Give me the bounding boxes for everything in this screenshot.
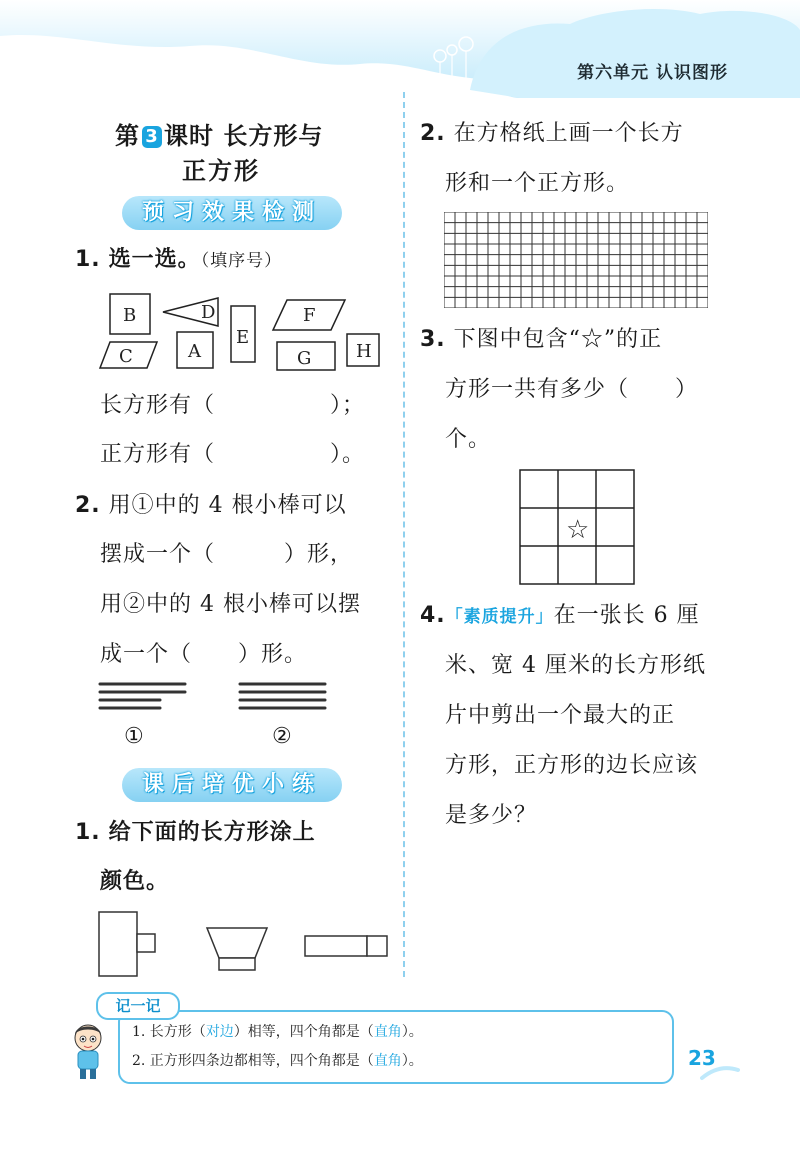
right-question-2 bbox=[420, 116, 684, 147]
sticks-label-2: ② bbox=[272, 724, 293, 749]
lesson-title bbox=[115, 116, 323, 151]
label-b: B bbox=[123, 305, 137, 326]
sticks-figure bbox=[95, 678, 345, 718]
right-question-4 bbox=[420, 598, 700, 629]
sticks-label-1: ① bbox=[124, 724, 145, 749]
question-line: 摆成一个（ ）形， bbox=[100, 542, 354, 567]
question-line: 下图中包含“☆”的正 bbox=[453, 327, 663, 352]
question-note: （填序号） bbox=[200, 251, 283, 271]
question-line: 成一个（ ）形。 bbox=[100, 642, 308, 667]
question-number: 2. bbox=[75, 493, 101, 518]
question-line: 方形一共有多少（ ） bbox=[445, 377, 699, 402]
right-question-3 bbox=[420, 322, 662, 353]
quality-tag: 「素质提升」 bbox=[445, 607, 554, 627]
mascot-illustration bbox=[66, 1022, 112, 1082]
question-line: 方形，正方形的边长应该 bbox=[445, 753, 699, 778]
question-line: 米、宽 4 厘米的长方形纸 bbox=[445, 653, 706, 678]
question-number: 4. bbox=[420, 603, 446, 628]
grid-paper bbox=[444, 212, 708, 308]
memo-answer: 直角 bbox=[373, 1053, 402, 1069]
lesson-prefix: 第 bbox=[115, 122, 140, 150]
memo-answer: 对边 bbox=[205, 1024, 234, 1040]
column-divider bbox=[403, 92, 405, 977]
shapes-figure bbox=[95, 288, 395, 378]
label-h: H bbox=[356, 341, 372, 362]
left-question-1 bbox=[75, 242, 282, 273]
question-line: 用①中的 4 根小棒可以 bbox=[108, 493, 347, 518]
page-number-swoosh bbox=[700, 1062, 740, 1082]
question-line: 用②中的 4 根小棒可以摆 bbox=[100, 592, 361, 617]
coloring-shapes-figure bbox=[95, 908, 395, 980]
question-number: 2. bbox=[420, 121, 446, 146]
question-line: 片中剪出一个最大的正 bbox=[445, 703, 676, 728]
question-line: 形和一个正方形。 bbox=[445, 171, 630, 196]
page-number: 23 bbox=[688, 1046, 716, 1070]
question-line: 个。 bbox=[445, 427, 492, 452]
memo-tag: 记一记 bbox=[96, 992, 180, 1020]
label-g: G bbox=[297, 348, 312, 369]
question-line: 在方格纸上画一个长方 bbox=[453, 121, 684, 146]
label-c: C bbox=[119, 346, 133, 367]
star-grid-figure bbox=[518, 468, 636, 586]
lesson-suffix: 课时 长方形与 bbox=[164, 122, 324, 150]
memo-line-2 bbox=[132, 1050, 423, 1070]
lesson-title-line2: 正方形 bbox=[182, 157, 260, 185]
label-d: D bbox=[201, 302, 216, 323]
question-line: 颜色。 bbox=[100, 869, 170, 894]
question-line: 是多少？ bbox=[445, 803, 538, 828]
rectangle-answer-line: 长方形有（ ）； bbox=[100, 393, 366, 418]
header-cloud-decoration bbox=[0, 0, 800, 100]
question-number: 1. bbox=[75, 820, 101, 845]
label-e: E bbox=[236, 327, 250, 348]
section-banner-preview: 预习效果检测 bbox=[122, 196, 342, 230]
label-a: A bbox=[188, 341, 201, 362]
left-question-2 bbox=[75, 488, 347, 519]
star-mark: ☆ bbox=[566, 515, 590, 545]
label-f: F bbox=[303, 305, 316, 326]
unit-title: 第六单元 认识图形 bbox=[577, 63, 728, 83]
question-number: 3. bbox=[420, 327, 446, 352]
memo-line-1 bbox=[132, 1021, 423, 1041]
square-answer-line: 正方形有（ ）。 bbox=[100, 442, 366, 467]
section-banner-after: 课后培优小练 bbox=[122, 768, 342, 802]
lesson-number-badge: 3 bbox=[142, 126, 162, 148]
memo-text: 1. 长方形（ bbox=[132, 1024, 206, 1040]
question-line: 给下面的长方形涂上 bbox=[108, 820, 316, 845]
memo-text: ）相等，四个角都是（ bbox=[233, 1024, 374, 1040]
left-question-3 bbox=[75, 815, 316, 846]
question-line: 在一张长 6 厘 bbox=[553, 603, 700, 628]
memo-text: 2. 正方形四条边都相等，四个角都是（ bbox=[132, 1053, 374, 1069]
memo-answer: 直角 bbox=[373, 1024, 402, 1040]
question-text: 选一选。 bbox=[108, 247, 201, 272]
memo-text: ）。 bbox=[401, 1053, 423, 1069]
memo-text: ）。 bbox=[401, 1024, 423, 1040]
question-number: 1. bbox=[75, 247, 101, 272]
